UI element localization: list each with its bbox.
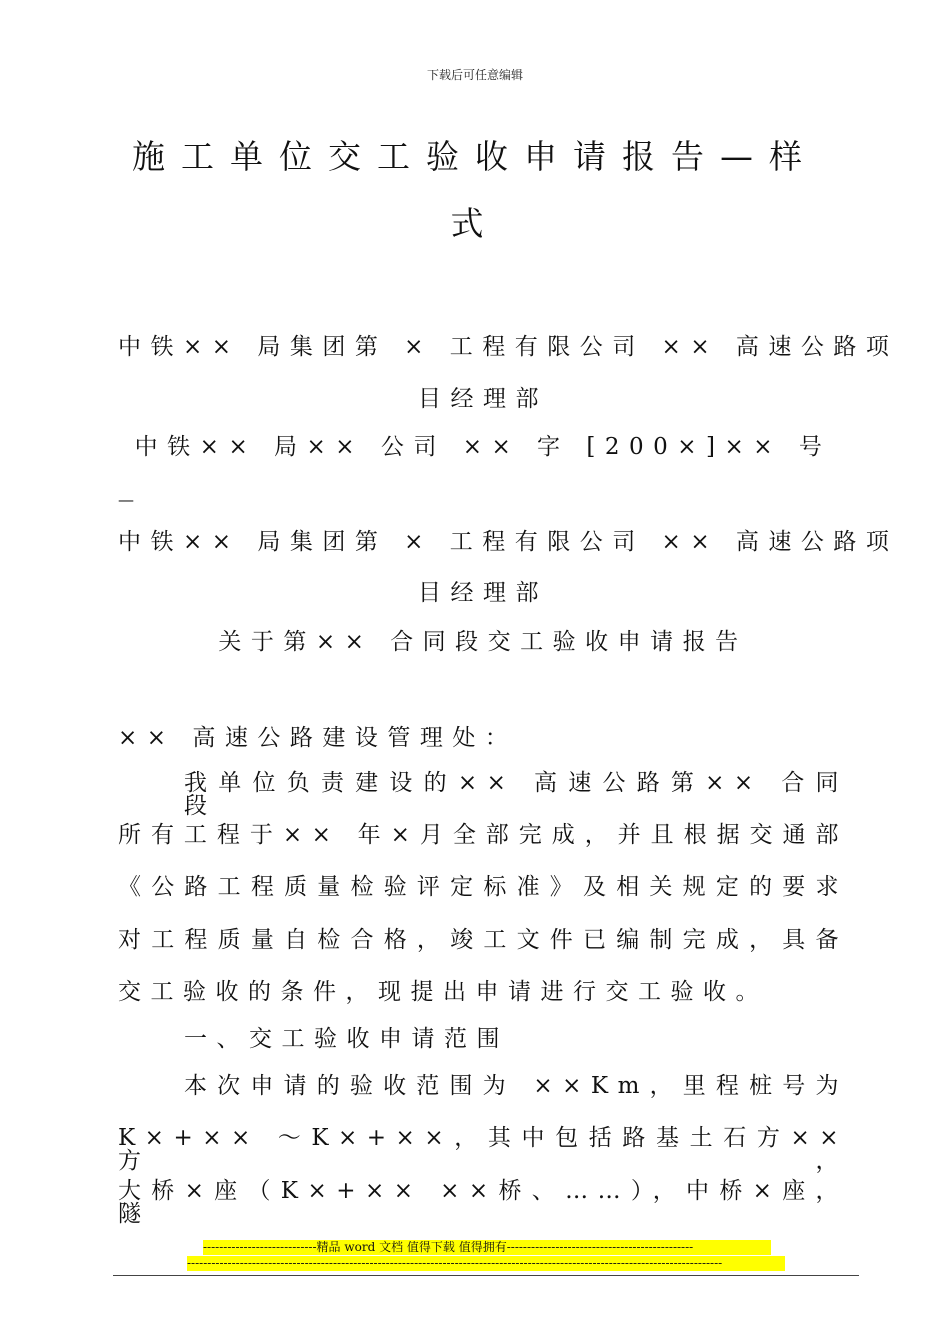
issuer-org-2-line-1: 中铁×× 局集团第 × 工程有限公司 ×× 高速公路项 [118, 529, 899, 555]
document-title-line-1: 施工单位交工验收申请报告—样 [132, 137, 818, 176]
footer-banner-line-2: ------------------------------------------------------------------------------------------------------------------------------------ [187, 1256, 785, 1271]
scope-line-1: 本次申请的验收范围为 ××Km，里程桩号为 [184, 1073, 848, 1099]
document-title-line-2: 式 [450, 204, 500, 243]
addressee: ×× 高速公路建设管理处： [118, 725, 518, 751]
footer-rule [113, 1275, 859, 1276]
scope-line-3: 大桥×座（K×+×× ××桥、……），中桥×座，隧 [118, 1178, 848, 1227]
footer-banner-line-1: ----------------------------精品 word 文档 值得下载 值得拥有---------------------------------------------- [203, 1240, 771, 1255]
separator-dash: — [118, 490, 144, 509]
body-line-2: 所有工程于×× 年×月全部完成，并且根据交通部 [118, 822, 848, 848]
body-line-1: 我单位负责建设的×× 高速公路第×× 合同段 [184, 770, 848, 819]
issuer-org-line-1: 中铁×× 局集团第 × 工程有限公司 ×× 高速公路项 [118, 334, 899, 360]
report-subject: 关于第×× 合同段交工验收申请报告 [218, 629, 748, 655]
body-line-5: 交工验收的条件，现提出申请进行交工验收。 [118, 979, 768, 1005]
issuer-org-line-2: 目经理部 [418, 386, 548, 412]
issuer-org-2-line-2: 目经理部 [418, 580, 548, 606]
scope-line-2: K×+×× ～K×+××，其中包括路基土石方×× 方， [118, 1125, 848, 1174]
body-line-4: 对工程质量自检合格，竣工文件已编制完成，具备 [118, 927, 848, 953]
section-heading: 一、交工验收申请范围 [184, 1026, 509, 1052]
page-header-note: 下载后可任意编辑 [426, 68, 523, 82]
body-line-3: 《公路工程质量检验评定标准》及相关规定的要求 [118, 874, 848, 900]
document-number: 中铁×× 局×× 公司 ×× 字 [200×]×× 号 [134, 434, 832, 460]
